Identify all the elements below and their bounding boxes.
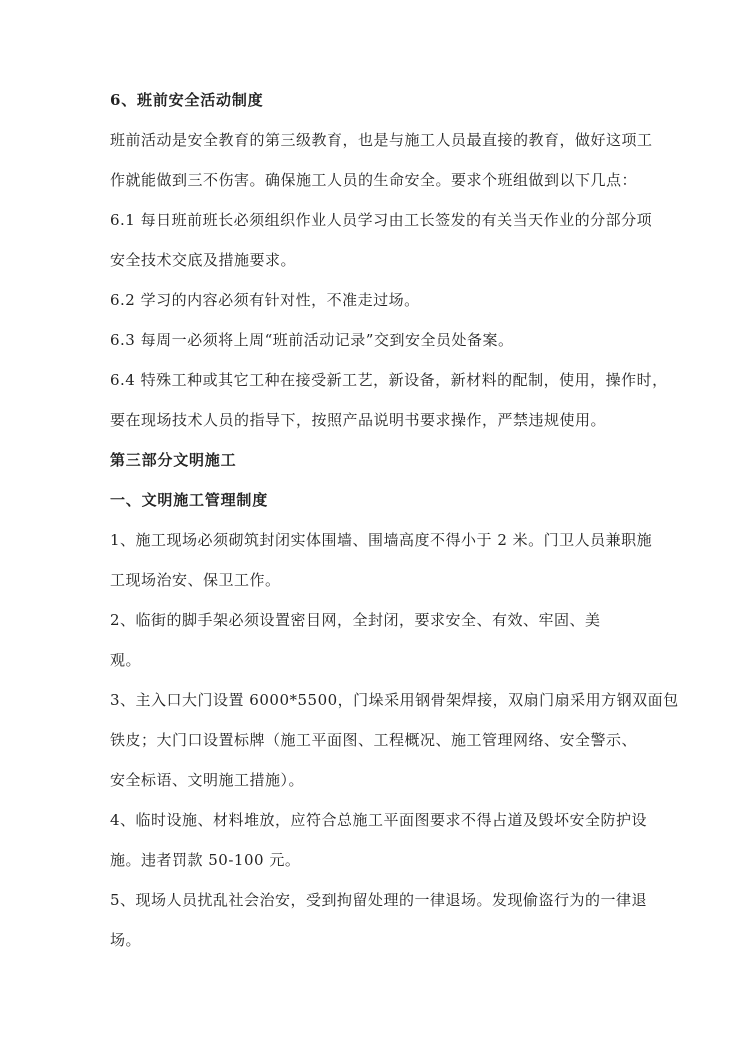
heading-line: 第三部分文明施工 — [110, 451, 237, 469]
text-line: 安全标语、文明施工措施）。 — [110, 771, 305, 789]
heading-line: 一、文明施工管理制度 — [110, 491, 269, 509]
text-line: 6.3 每周一必须将上周“班前活动记录”交到安全员处备案。 — [110, 331, 514, 349]
para-6-2 — [110, 280, 654, 320]
para-item-3 — [110, 680, 679, 800]
heading-line: 6、班前安全活动制度 — [110, 91, 264, 109]
text-line: 场。 — [110, 931, 142, 949]
text-line: 4、临时设施、材料堆放，应符合总施工平面图要求不得占道及毁坏安全防护设 — [110, 811, 648, 829]
heading-pre-shift-safety-system — [110, 80, 654, 120]
text-line: 1、施工现场必须砌筑封闭实体围墙、围墙高度不得小于 2 米。门卫人员兼职施 — [110, 531, 653, 549]
text-line: 观。 — [110, 651, 142, 669]
para-6-4 — [110, 360, 668, 440]
heading-civilized-construction-management-system — [110, 480, 654, 520]
text-line: 3、主入口大门设置 6000*5500，门垛采用钢骨架焊接，双扇门扇采用方钢双面包 — [110, 691, 679, 709]
para-6-3 — [110, 320, 654, 360]
para-intro — [110, 120, 654, 200]
text-line: 要在现场技术人员的指导下，按照产品说明书要求操作，严禁违规使用。 — [110, 411, 607, 429]
text-line: 2、临街的脚手架必须设置密目网，全封闭，要求安全、有效、牢固、美 — [110, 611, 601, 629]
text-line: 班前活动是安全教育的第三级教育，也是与施工人员最直接的教育，做好这项工 — [110, 131, 653, 149]
para-item-1 — [110, 520, 654, 600]
text-line: 6.2 学习的内容必须有针对性，不准走过场。 — [110, 291, 420, 309]
text-line: 作就能做到三不伤害。确保施工人员的生命安全。要求个班组做到以下几点： — [110, 171, 638, 189]
text-line: 安全技术交底及措施要求。 — [110, 251, 297, 269]
para-item-5 — [110, 880, 654, 960]
para-item-2 — [110, 600, 654, 680]
text-line: 5、现场人员扰乱社会治安，受到拘留处理的一律退场。发现偷盗行为的一律退 — [110, 891, 648, 909]
text-line: 6.1 每日班前班长必须组织作业人员学习由工长签发的有关当天作业的分部分项 — [110, 211, 653, 229]
para-6-1 — [110, 200, 654, 280]
para-item-4 — [110, 800, 654, 880]
heading-part-three-civilized-construction — [110, 440, 654, 480]
text-line: 工现场治安、保卫工作。 — [110, 571, 281, 589]
text-line: 6.4 特殊工种或其它工种在接受新工艺，新设备，新材料的配制，使用，操作时， — [110, 371, 668, 389]
text-line: 施。违者罚款 50-100 元。 — [110, 851, 301, 869]
text-line: 铁皮；大门口设置标牌（施工平面图、工程概况、施工管理网络、安全警示、 — [110, 731, 638, 749]
